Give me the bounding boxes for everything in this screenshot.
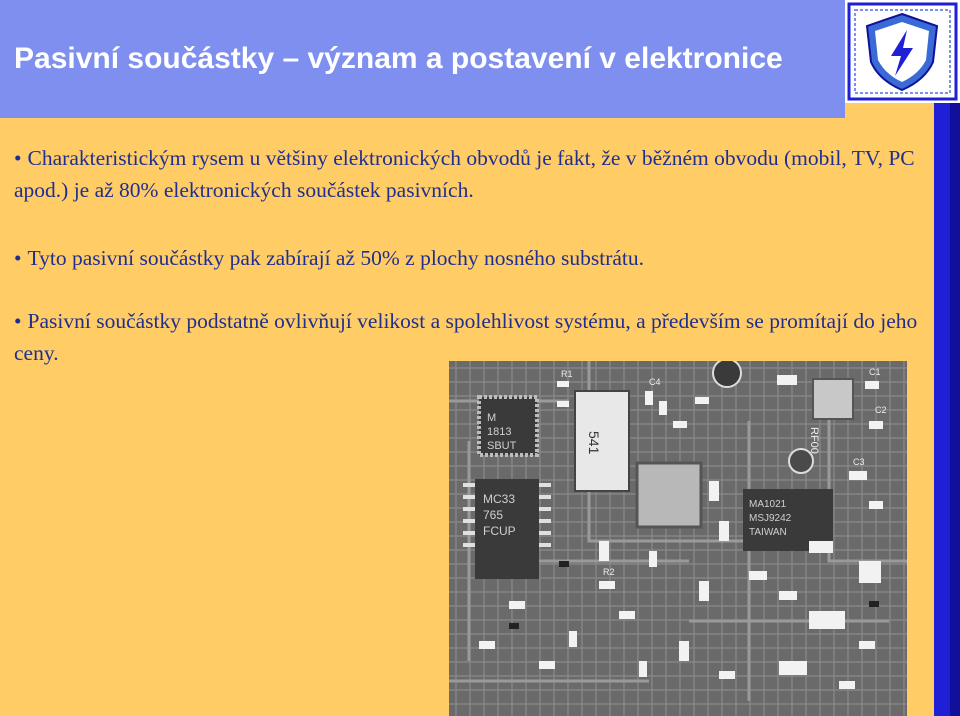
bullet-item bbox=[14, 305, 924, 369]
bullet-item bbox=[14, 242, 924, 274]
svg-text:MSJ9242: MSJ9242 bbox=[749, 513, 792, 524]
title-bar bbox=[0, 0, 845, 118]
svg-text:C4: C4 bbox=[649, 377, 661, 387]
circuit-board-photo bbox=[449, 361, 907, 716]
svg-text:C1: C1 bbox=[869, 367, 881, 377]
svg-text:765: 765 bbox=[483, 508, 504, 522]
bullet-dot: • bbox=[14, 309, 22, 333]
svg-text:SBUT: SBUT bbox=[487, 440, 517, 452]
bullet-text: Tyto pasivní součástky pak zabírají až 50% z plochy nosného substrátu. bbox=[27, 246, 645, 270]
svg-text:RF00: RF00 bbox=[808, 427, 820, 454]
bullet-text: Charakteristickým rysem u většiny elektronických obvodů je fakt, že v běžném obvodu (mobil, TV, PC apod.) je až 80% elektronických součástek pasivních. bbox=[14, 146, 915, 202]
svg-text:R2: R2 bbox=[603, 567, 615, 577]
logo-area bbox=[845, 0, 960, 103]
svg-text:1813: 1813 bbox=[487, 426, 512, 438]
bullet-item bbox=[14, 142, 924, 206]
svg-text:C2: C2 bbox=[875, 405, 887, 415]
svg-text:FCUP: FCUP bbox=[483, 524, 516, 538]
bullet-text: Pasivní součástky podstatně ovlivňují velikost a spolehlivost systému, a především se promítají do jeho ceny. bbox=[14, 309, 918, 365]
svg-text:R1: R1 bbox=[561, 369, 573, 379]
shield-lightning-icon bbox=[845, 0, 960, 103]
svg-text:M: M bbox=[487, 412, 497, 424]
bullet-dot: • bbox=[14, 246, 22, 270]
svg-text:C3: C3 bbox=[853, 457, 865, 467]
svg-text:TAIWAN: TAIWAN bbox=[749, 527, 787, 538]
slide-title: Pasivní součástky – význam a postavení v elektronice bbox=[14, 42, 783, 75]
bullet-dot: • bbox=[14, 146, 22, 170]
right-stripe-shadow bbox=[950, 103, 960, 716]
svg-text:MC33: MC33 bbox=[483, 492, 516, 506]
svg-text:MA1021: MA1021 bbox=[749, 499, 787, 510]
svg-text:541: 541 bbox=[586, 431, 602, 455]
